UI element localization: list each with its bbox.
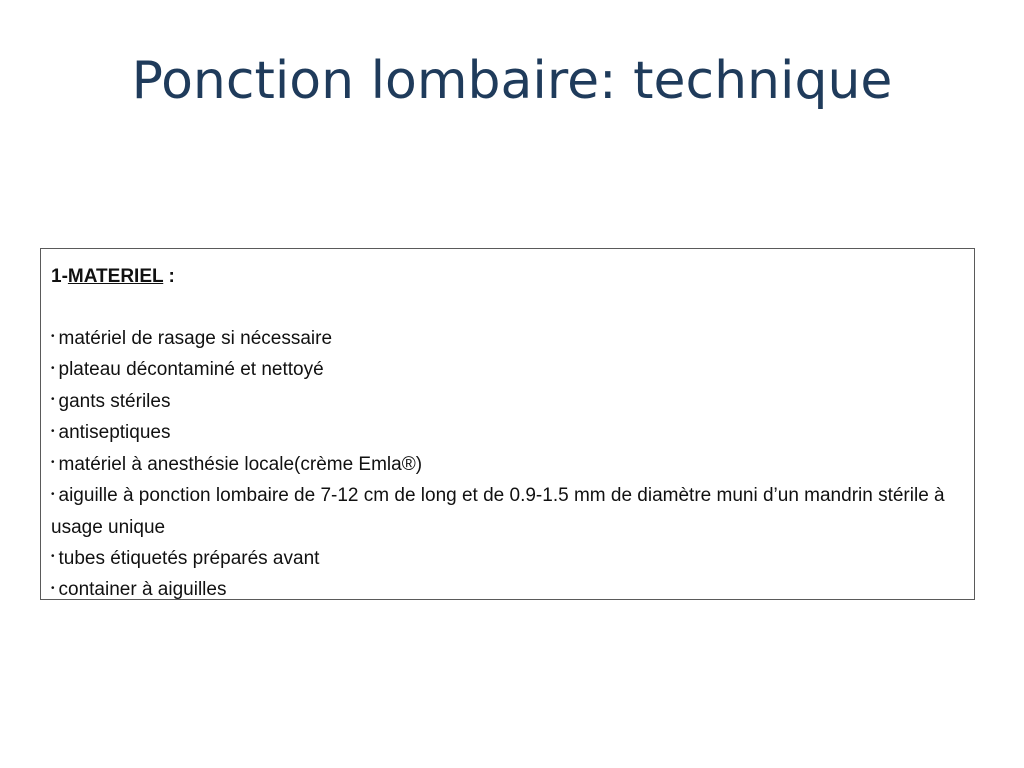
list-item <box>51 574 964 605</box>
list-item <box>51 480 964 542</box>
list-item <box>51 354 964 385</box>
content-box <box>40 248 975 600</box>
list-item-text: matériel à anesthésie locale(crème Emla®) <box>58 453 423 475</box>
list-item-text: plateau décontaminé et nettoyé <box>58 359 324 381</box>
list-item-text: container à aiguilles <box>58 579 227 601</box>
bullet-icon: • <box>51 551 55 563</box>
bullet-icon: • <box>51 362 55 374</box>
slide-title: Ponction lombaire: technique <box>131 51 893 111</box>
list-item-text: aiguille à ponction lombaire de 7-12 cm de long et de 0.9-1.5 mm de diamètre muni d’un mandrin stérile à usage unique <box>51 485 945 538</box>
list-item <box>51 449 964 480</box>
bullet-icon: • <box>51 488 55 500</box>
list-item <box>51 417 964 448</box>
list-item <box>51 323 964 354</box>
section-heading <box>51 261 964 292</box>
list-item <box>51 386 964 417</box>
list-item <box>51 543 964 574</box>
list-item-text: antiseptiques <box>58 422 171 444</box>
bullet-icon: • <box>51 394 55 406</box>
list-item-text: tubes étiquetés préparés avant <box>58 547 320 569</box>
bullet-icon: • <box>51 457 55 469</box>
bullet-icon: • <box>51 425 55 437</box>
list-item-text: gants stériles <box>58 390 171 412</box>
section-suffix: : <box>163 266 175 287</box>
bullet-icon: • <box>51 582 55 594</box>
section-number: 1- <box>51 266 68 287</box>
list-item-text: matériel de rasage si nécessaire <box>58 328 333 349</box>
spacer <box>51 292 964 323</box>
section-label: MATERIEL <box>67 266 164 287</box>
bullet-icon: • <box>51 331 55 343</box>
